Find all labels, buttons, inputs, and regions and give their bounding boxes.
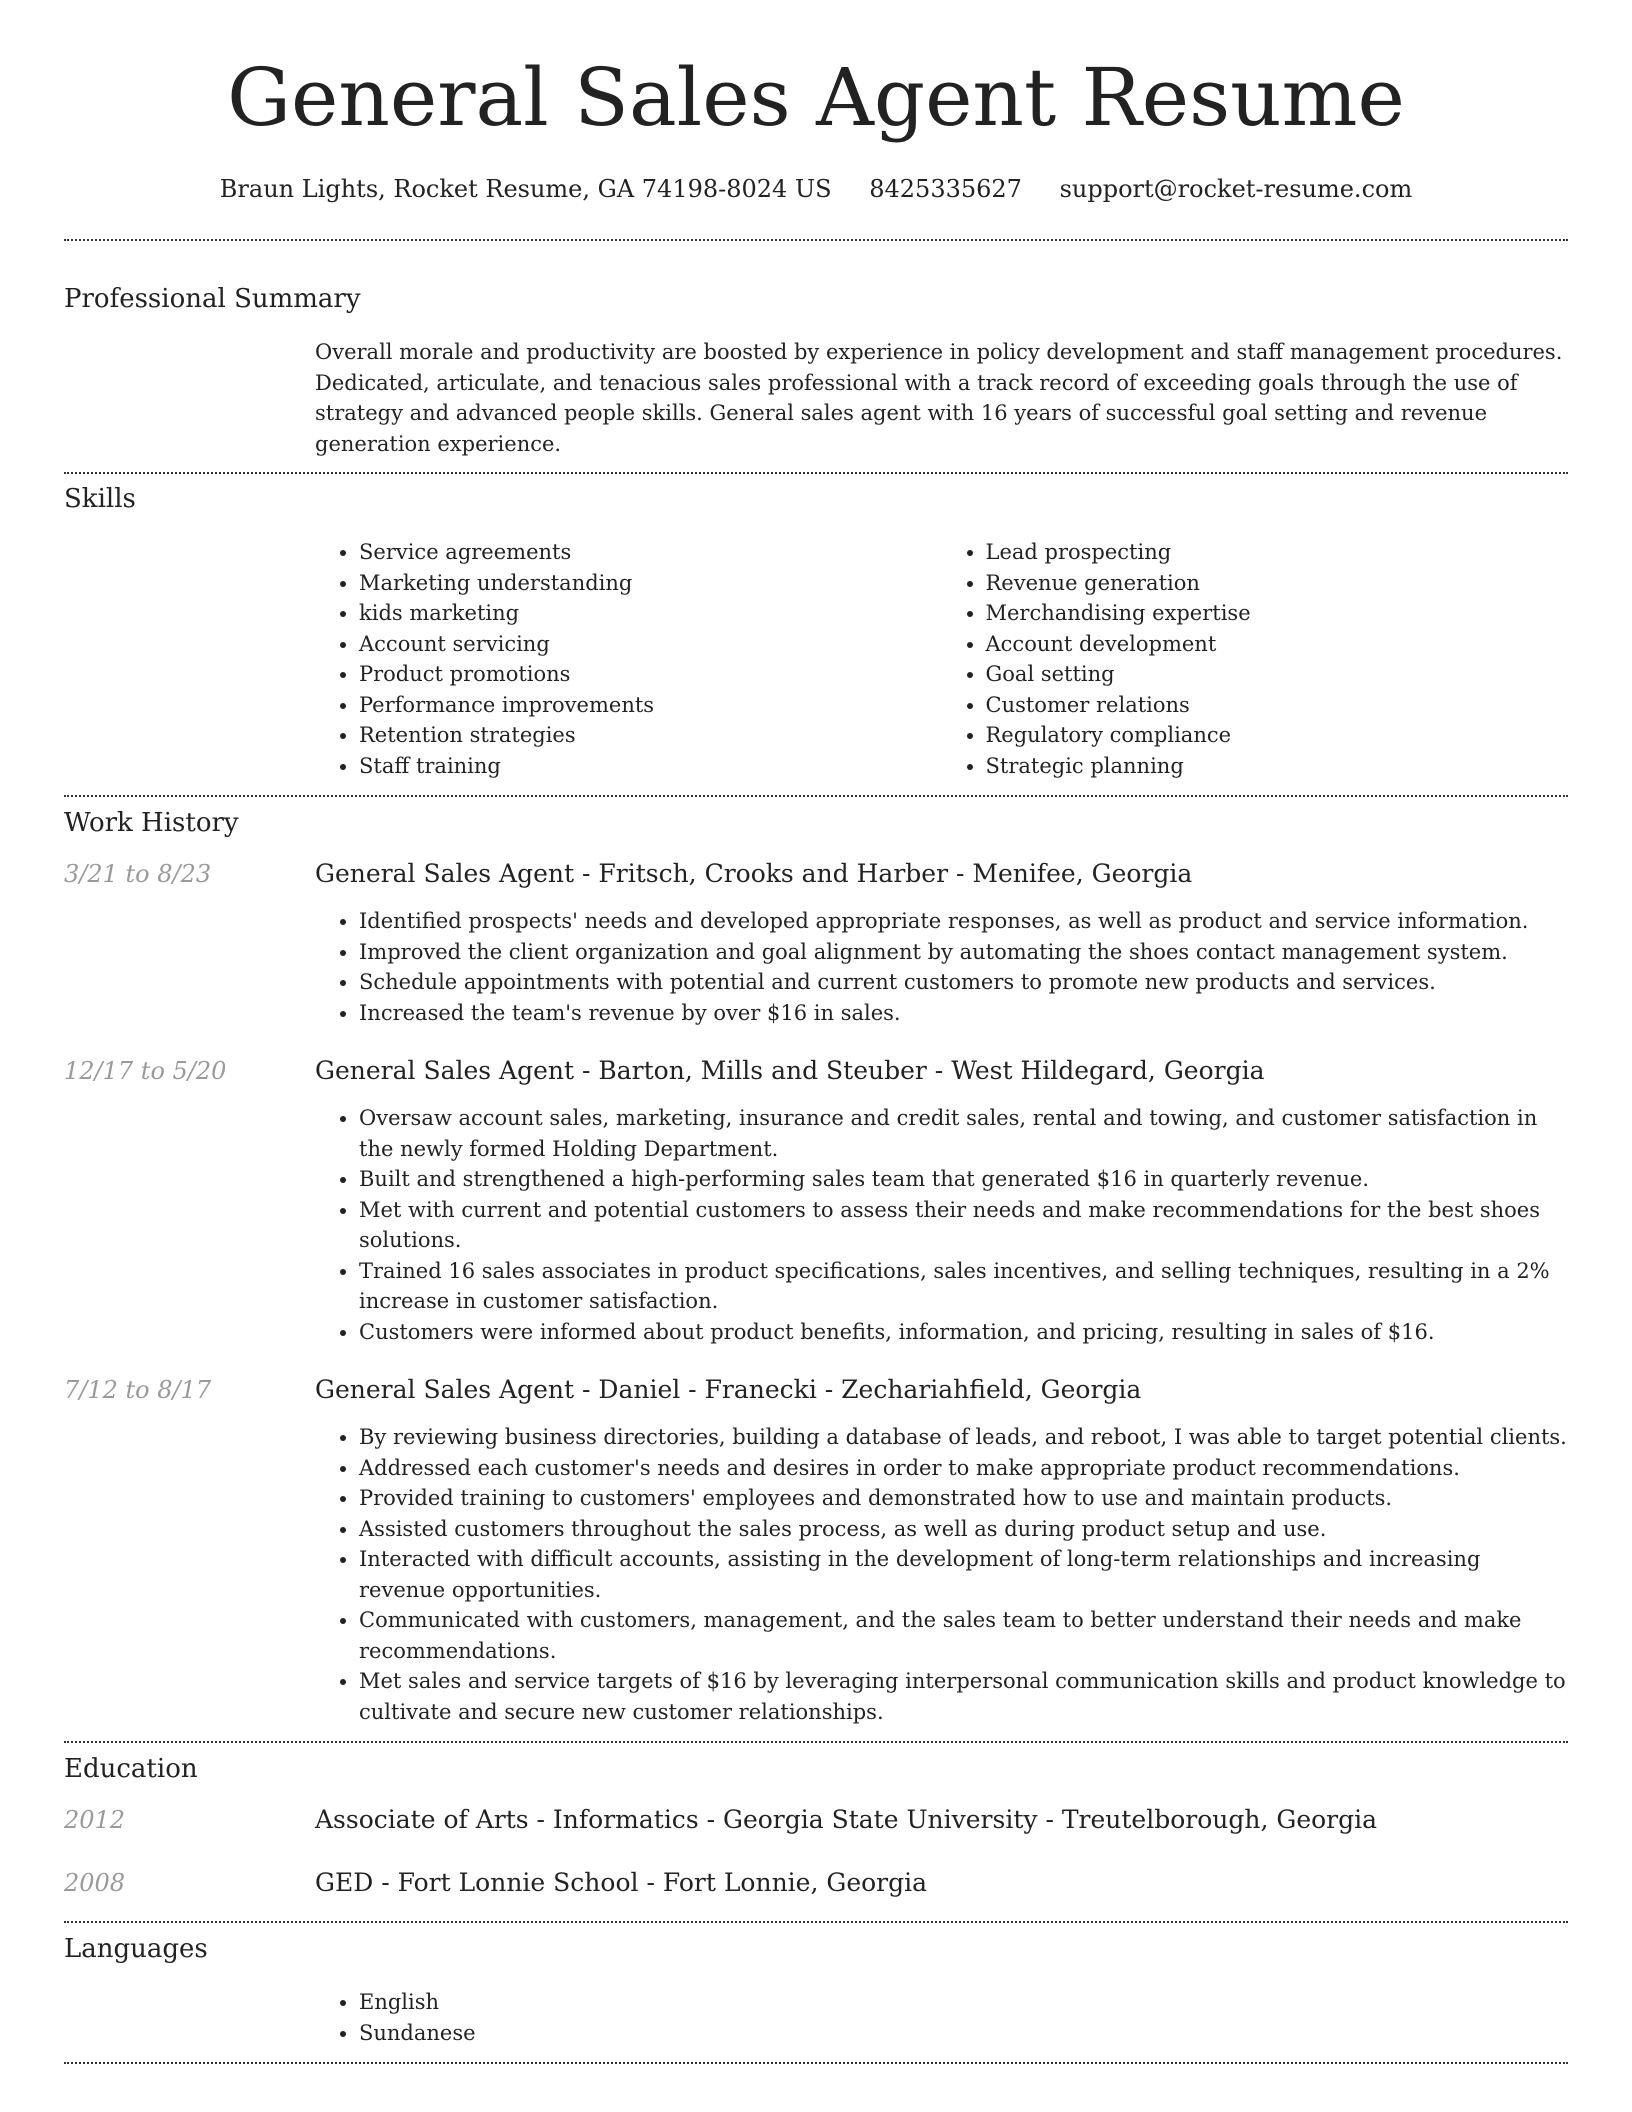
skill-item: • Goal setting: [986, 659, 1569, 690]
skill-item: • Regulatory compliance: [986, 720, 1569, 751]
resume-page: [64, 0, 1568, 2064]
languages-section: [64, 1933, 1568, 2048]
skill-item: • Performance improvements: [359, 690, 942, 721]
job-bullets: [315, 1422, 1568, 1727]
job-bullet: • Schedule appointments with potential and current customers to promote new products and services.: [359, 967, 1568, 998]
skills-list-left: [315, 537, 942, 781]
skill-item: • Service agreements: [359, 537, 942, 568]
divider: [64, 472, 1568, 474]
languages-heading: Languages: [64, 1934, 208, 1964]
job-bullet: • Communicated with customers, management, and the sales team to better understand their needs and make recommendations.: [359, 1605, 1568, 1666]
job-dates: 7/12 to 8/17: [64, 1376, 212, 1404]
job-bullets: [315, 906, 1568, 1028]
job-bullet: • Oversaw account sales, marketing, insurance and credit sales, rental and towing, and customer satisfaction in the newly formed Holding Department.: [359, 1103, 1568, 1164]
job-bullet: • Identified prospects' needs and developed appropriate responses, as well as product and service information.: [359, 906, 1568, 937]
divider: [64, 1741, 1568, 1743]
language-item: • Sundanese: [359, 2018, 1568, 2049]
education-year: 2012: [64, 1806, 126, 1834]
divider: [64, 1921, 1568, 1923]
job-title: General Sales Agent - Barton, Mills and Steuber - West Hildegard, Georgia: [315, 1056, 1265, 1085]
divider: [64, 795, 1568, 797]
education-heading: Education: [64, 1754, 198, 1784]
summary-body: [315, 337, 1568, 459]
skill-item: • Lead prospecting: [986, 537, 1569, 568]
summary-heading: Professional Summary: [64, 284, 361, 314]
language-item: • English: [359, 1987, 1568, 2018]
job-entry: [64, 1375, 1568, 1727]
job-details: [315, 906, 1568, 1028]
job-bullet: • Met sales and service targets of $16 by leveraging interpersonal communication skills and product knowledge to cultivate and secure new customer relationships.: [359, 1666, 1568, 1727]
job-bullet: • Improved the client organization and goal alignment by automating the shoes contact management system.: [359, 937, 1568, 968]
skills-section: [64, 483, 1568, 781]
education-title: GED - Fort Lonnie School - Fort Lonnie, Georgia: [315, 1868, 928, 1897]
job-header: [64, 1056, 1568, 1085]
contact-address: Braun Lights, Rocket Resume, GA 74198-8024 US: [219, 175, 832, 203]
contact-phone: 8425335627: [869, 175, 1022, 203]
contact-line: [64, 172, 1568, 206]
skill-item: • Account development: [986, 629, 1569, 660]
skill-item: • Merchandising expertise: [986, 598, 1569, 629]
summary-section: [64, 283, 1568, 459]
job-header: [64, 1375, 1568, 1404]
job-details: [315, 1103, 1568, 1347]
job-bullet: • By reviewing business directories, building a database of leads, and reboot, I was able to target potential clients.: [359, 1422, 1568, 1453]
skill-item: • Strategic planning: [986, 751, 1569, 782]
skill-item: • Customer relations: [986, 690, 1569, 721]
job-bullets: [315, 1103, 1568, 1347]
contact-email: support@rocket-resume.com: [1059, 175, 1413, 203]
divider: [64, 239, 1568, 241]
education-title: Associate of Arts - Informatics - Georgia State University - Treutelborough, Georgia: [315, 1805, 1378, 1834]
job-title: General Sales Agent - Fritsch, Crooks and Harber - Menifee, Georgia: [315, 859, 1193, 888]
job-bullet: • Customers were informed about product benefits, information, and pricing, resulting in sales of $16.: [359, 1317, 1568, 1348]
education-year: 2008: [64, 1869, 126, 1897]
skills-heading: Skills: [64, 484, 136, 514]
job-bullet: • Built and strengthened a high-performing sales team that generated $16 in quarterly revenue.: [359, 1164, 1568, 1195]
languages-body: [315, 1987, 1568, 2048]
job-bullet: • Met with current and potential customers to assess their needs and make recommendations for the best shoes solutions.: [359, 1195, 1568, 1256]
skill-item: • Product promotions: [359, 659, 942, 690]
skill-item: • kids marketing: [359, 598, 942, 629]
divider: [64, 2062, 1568, 2064]
skill-item: • Marketing understanding: [359, 568, 942, 599]
job-dates: 3/21 to 8/23: [64, 860, 212, 888]
languages-list: [315, 1987, 1568, 2048]
summary-text: Overall morale and productivity are boosted by experience in policy development and staff management procedures. Dedicated, articulate, and tenacious sales professional with a track record of exceeding goals through the use of strategy and advanced people skills. General sales agent with 16 years of successful goal setting and revenue generation experience.: [315, 340, 1563, 456]
work-heading: Work History: [64, 808, 239, 838]
job-dates: 12/17 to 5/20: [64, 1057, 227, 1085]
education-entry: [64, 1805, 1568, 1834]
work-section: [64, 807, 1568, 1727]
job-bullet: • Provided training to customers' employees and demonstrated how to use and maintain products.: [359, 1483, 1568, 1514]
job-bullet: • Addressed each customer's needs and desires in order to make appropriate product recommendations.: [359, 1453, 1568, 1484]
job-bullet: • Assisted customers throughout the sales process, as well as during product setup and use.: [359, 1514, 1568, 1545]
resume-title: General Sales Agent Resume: [227, 51, 1405, 144]
skill-item: • Revenue generation: [986, 568, 1569, 599]
job-bullet: • Interacted with difficult accounts, assisting in the development of long-term relationships and increasing revenue opportunities.: [359, 1544, 1568, 1605]
job-entry: [64, 1056, 1568, 1347]
skills-list-right: [942, 537, 1569, 781]
education-section: [64, 1753, 1568, 1897]
job-bullet: • Increased the team's revenue by over $16 in sales.: [359, 998, 1568, 1029]
skill-item: • Account servicing: [359, 629, 942, 660]
skill-item: • Staff training: [359, 751, 942, 782]
education-entry: [64, 1868, 1568, 1897]
job-bullet: • Trained 16 sales associates in product specifications, sales incentives, and selling techniques, resulting in a 2% increase in customer satisfaction.: [359, 1256, 1568, 1317]
job-title: General Sales Agent - Daniel - Franecki - Zechariahfield, Georgia: [315, 1375, 1142, 1404]
skills-columns: [315, 537, 1568, 781]
job-details: [315, 1422, 1568, 1727]
job-entry: [64, 859, 1568, 1028]
job-header: [64, 859, 1568, 888]
skill-item: • Retention strategies: [359, 720, 942, 751]
